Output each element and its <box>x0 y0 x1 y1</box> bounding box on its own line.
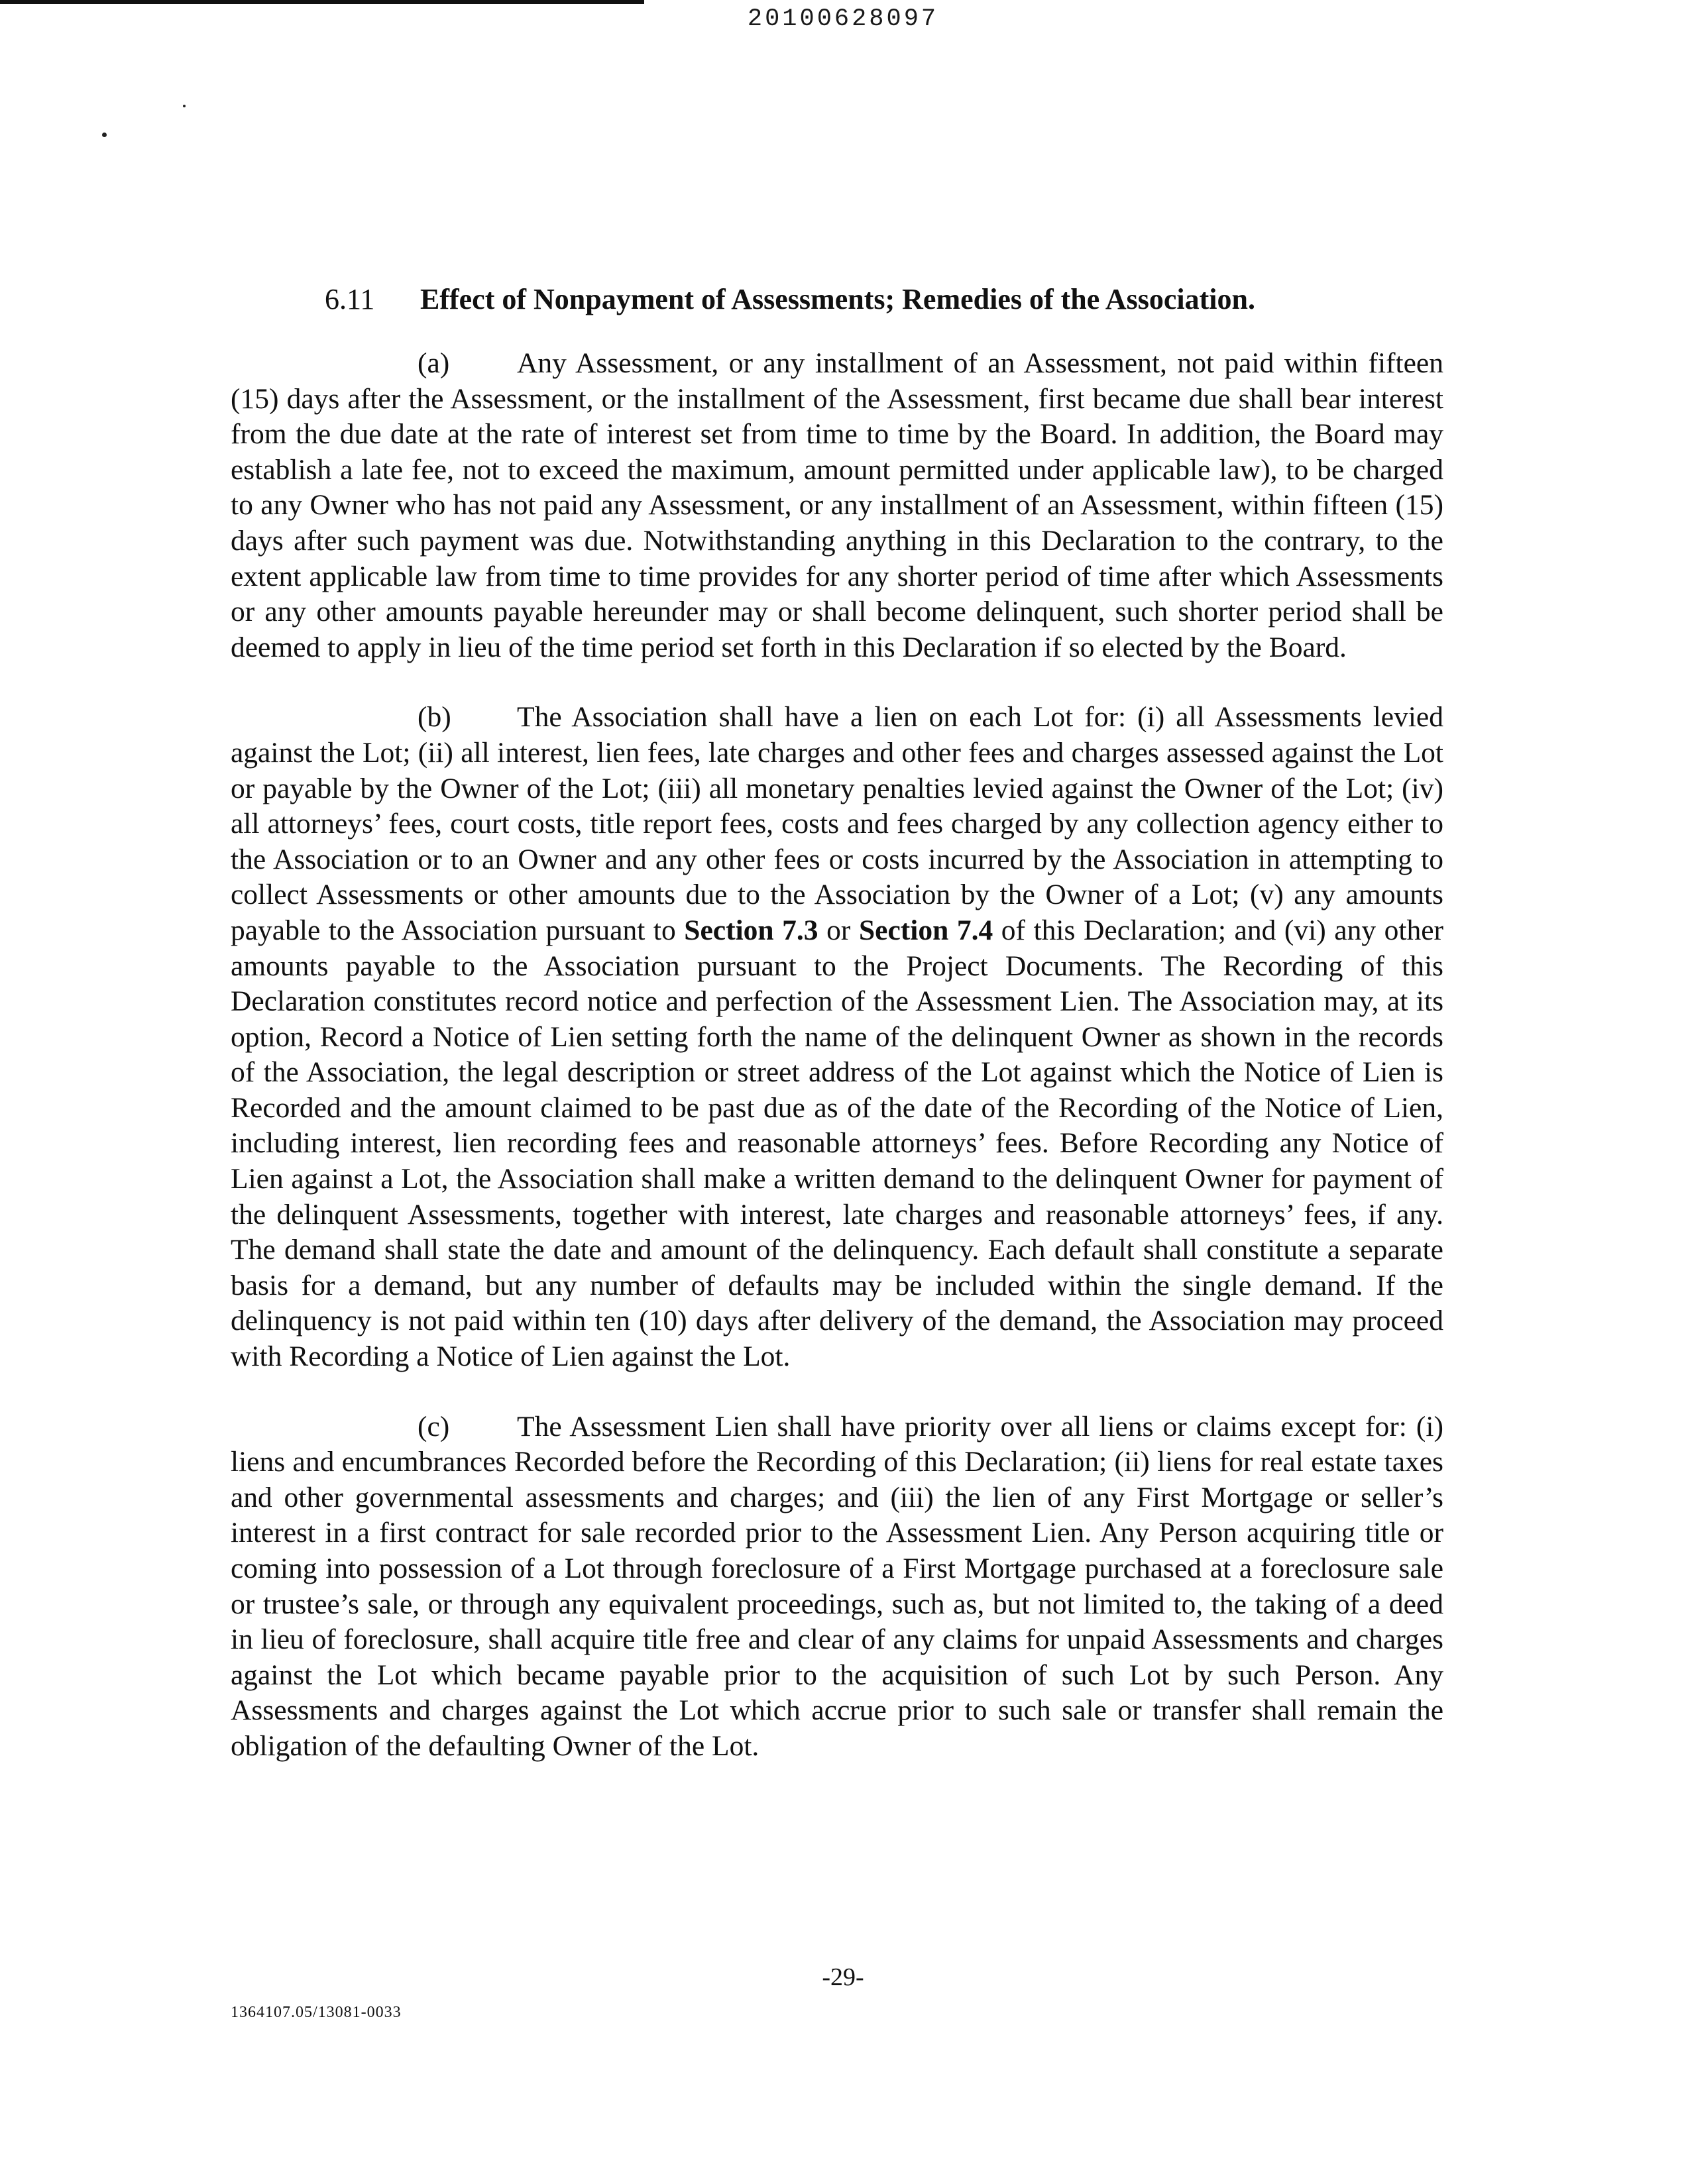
top-rule <box>0 0 644 4</box>
paragraph-text: The Association shall have a lien on each Lot for: (i) all Assessments levied against the Lot; (ii) all interest, lien fees, late charges and other fees and charges assessed against the Lot or payable by the Owner of the Lot; (iii) all monetary penalties levied against the Owner of the Lot; (iv) all attorneys’ fees, court costs, title report fees, costs and fees charged by any collection agency either to the Association or to an Owner and any other fees or costs incurred by the Association in attempting to collect Assessments or other amounts due to the Association by the Owner of a Lot; (v) any amounts payable to the Association pursuant to <box>231 701 1443 946</box>
document-body <box>231 281 1443 1799</box>
section-reference: Section 7.3 <box>684 914 818 946</box>
paragraph-a <box>231 346 1443 665</box>
paragraph-label: (c) <box>418 1410 450 1443</box>
paragraph-label: (b) <box>418 701 451 734</box>
paragraph-text: The Assessment Lien shall have priority over all liens or claims except for: (i) liens and encumbrances Recorded before the Recording of this Declaration; (ii) liens for real estate taxes and other governmental assessments and charges; and (iii) the lien of any First Mortgage or seller’s interest in a first contract for sale recorded prior to the Assessment Lien. Any Person acquiring title or coming into possession of a Lot through foreclosure of a First Mortgage purchased at a foreclosure sale or trustee’s sale, or through any equivalent proceedings, such as, but not limited to, the taking of a deed in lieu of foreclosure, shall acquire title free and clear of any claims for unpaid Assessments and charges against the Lot which became payable prior to the acquisition of such Lot by such Person. Any Assessments and charges against the Lot which accrue prior to such sale or transfer shall remain the obligation of the defaulting Owner of the Lot. <box>231 1410 1443 1762</box>
paragraph-label: (a) <box>418 347 450 379</box>
paragraph-b <box>231 700 1443 1374</box>
footer-document-code: 1364107.05/13081-0033 <box>231 2004 402 2021</box>
section-title: Effect of Nonpayment of Assessments; Remedies of the Association. <box>420 283 1255 315</box>
section-reference: Section 7.4 <box>858 914 993 946</box>
paragraph-text: Any Assessment, or any installment of an Assessment, not paid within fifteen (15) days after the Assessment, or the installment of the Assessment, first became due shall bear interest from the due date at the rate of interest set from time to time by the Board. In addition, the Board may establish a late fee, not to exceed the maximum, amount permitted under applicable law), to be charged to any Owner who has not paid any Assessment, or any installment of an Assessment, within fifteen (15) days after such payment was due. Notwithstanding anything in this Declaration to the contrary, to the extent applicable law from time to time provides for any shorter period of time after which Assessments or any other amounts payable hereunder may or shall become delinquent, such shorter period shall be deemed to apply in lieu of the time period set forth in this Declaration if so elected by the Board. <box>231 347 1443 663</box>
scan-speck <box>102 133 107 137</box>
section-number: 6.11 <box>325 283 375 315</box>
section-heading <box>231 281 1443 318</box>
paragraph-text: or <box>826 914 851 946</box>
paragraph-c <box>231 1409 1443 1765</box>
document-number: 20100628097 <box>747 5 939 33</box>
paragraph-text: of this Declaration; and (vi) any other amounts payable to the Association pursuant to the Project Documents. The Recording of this Declaration constitutes record notice and perfection of the Assessment Lien. The Association may, at its option, Record a Notice of Lien setting forth the name of the delinquent Owner as shown in the records of the Association, the legal description or street address of the Lot against which the Notice of Lien is Recorded and the amount claimed to be past due as of the date of the Recording of the Notice of Lien, including interest, lien recording fees and reasonable attorneys’ fees. Before Recording any Notice of Lien against a Lot, the Association shall make a written demand to the delinquent Owner for payment of the delinquent Assessments, together with interest, late charges and reasonable attorneys’ fees, if any. The demand shall state the date and amount of the delinquency. Each default shall constitute a separate basis for a demand, but any number of defaults may be included within the single demand. If the delinquency is not paid within ten (10) days after delivery of the demand, the Association may proceed with Recording a Notice of Lien against the Lot. <box>231 914 1444 1373</box>
page-number: -29- <box>822 1963 864 1991</box>
scan-speck <box>183 105 186 107</box>
